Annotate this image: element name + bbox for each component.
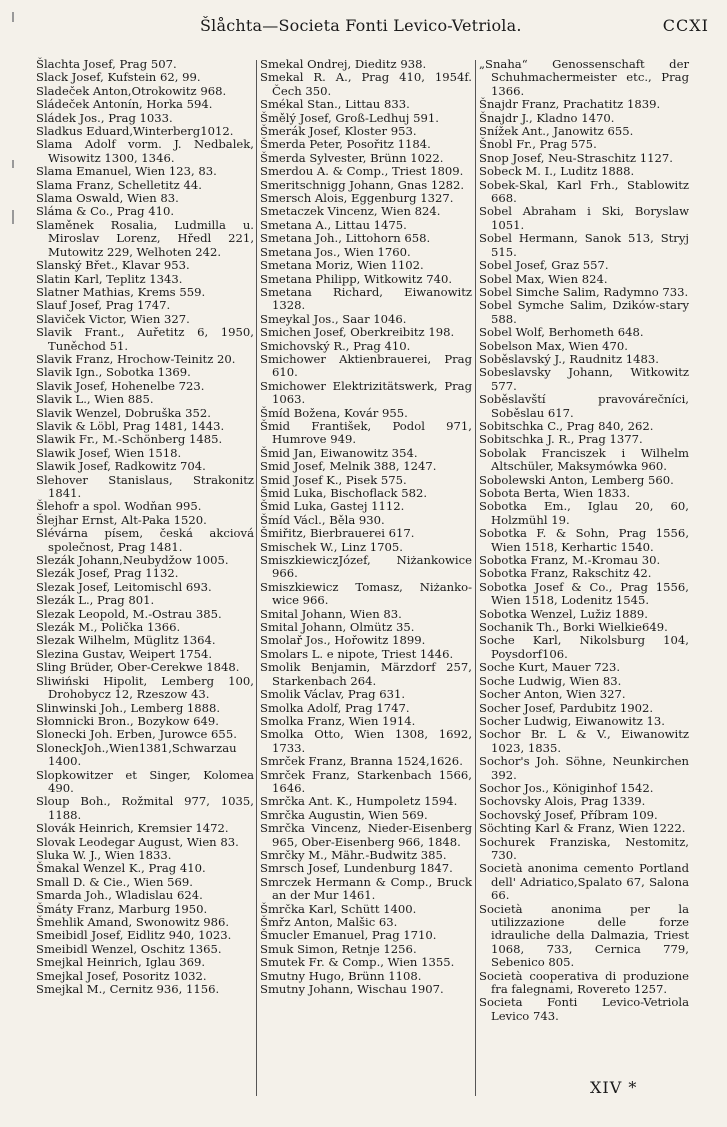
directory-entry: Soche Kurt, Mauer 723. bbox=[479, 660, 621, 675]
directory-entry: Slezina Gustav, Weipert 1754. bbox=[36, 646, 213, 661]
directory-entry: Slama Emanuel, Wien 123, 83. bbox=[36, 164, 217, 179]
directory-entry: Slama Adolf vorm. J. Nedbalek, Wisowitz 1300, 1346. bbox=[36, 137, 254, 165]
directory-entry: Šmid Jan, Eiwanowitz 354. bbox=[260, 445, 418, 460]
directory-entry: Slawik Josef, Wien 1518. bbox=[36, 445, 182, 460]
directory-entry: Soche Karl, Nikolsburg 104, Poysdorf106. bbox=[479, 633, 689, 661]
directory-entry: Sladeček Anton,Otrokowitz 968. bbox=[36, 83, 227, 98]
directory-entry: Sobel Symche Salim, Dzików-stary 588. bbox=[479, 298, 689, 326]
directory-entry: Söchting Karl & Franz, Wien 1222. bbox=[479, 821, 686, 836]
directory-column-3 bbox=[479, 58, 689, 1023]
directory-entry: Smichen Josef, Oberkreibitz 198. bbox=[260, 325, 455, 340]
directory-entry: Smetana Philipp, Witkowitz 740. bbox=[260, 271, 453, 286]
directory-entry: Šmid Luka, Bischoflack 582. bbox=[260, 486, 428, 500]
directory-entry: Slaměnek Rosalia, Ludmilla u. Miroslav Lorenz, Hředl 221, Mutowitz 229, Welhoten 242. bbox=[36, 217, 254, 259]
directory-entry: Smrček Franz, Branna 1524,1626. bbox=[260, 754, 463, 769]
directory-entry: Sobel Simche Salim, Radymno 733. bbox=[479, 284, 689, 299]
directory-entry: Šmrčka Karl, Schütt 1400. bbox=[260, 901, 417, 916]
directory-entry: Sobolak Franciszek i Wilhelm Altschüler, Maksymówka 960. bbox=[479, 445, 689, 474]
directory-entry: Šmíd Božena, Kovár 955. bbox=[260, 405, 408, 420]
page-title: Šlåchta—Societa Fonti Levico-Vetriola. bbox=[200, 16, 522, 35]
directory-entry: Sobel Max, Wien 824. bbox=[479, 271, 608, 286]
signature-mark: XIV * bbox=[590, 1078, 638, 1097]
directory-entry: Smid Josef K., Pisek 575. bbox=[260, 472, 407, 487]
directory-entry: Sliwiński Hipolit, Lemberg 100, Drohobycz 12, Rzeszow 43. bbox=[36, 673, 254, 702]
directory-entry: Sochovský Josef, Příbram 109. bbox=[479, 807, 658, 822]
directory-entry: Sloup Boh., Rožmital 977, 1035, 1188. bbox=[36, 794, 254, 822]
directory-entry: Smrčka Augustin, Wien 569. bbox=[260, 807, 428, 822]
directory-entry: Slezák Johann,Neubydžow 1005. bbox=[36, 553, 229, 568]
directory-entry: Smejkal M., Cernitz 936, 1156. bbox=[36, 982, 220, 997]
directory-entry: Šmáty Franz, Marburg 1950. bbox=[36, 901, 208, 916]
directory-entry: Sochor's Joh. Söhne, Neunkirchen 392. bbox=[479, 754, 689, 782]
directory-entry: Smekal R. A., Prag 410, 1954f. Čech 350. bbox=[260, 70, 472, 98]
directory-entry: Sobitschka C., Prag 840, 262. bbox=[479, 418, 654, 433]
directory-entry: Slezák L., Prag 801. bbox=[36, 593, 155, 608]
directory-entry: Società anonima cemento Portland dell' Adriatico,Spalato 67, Salona 66. bbox=[479, 861, 689, 903]
directory-entry: Šlachta Josef, Prag 507. bbox=[36, 57, 177, 71]
directory-entry: Smetana A., Littau 1475. bbox=[260, 217, 407, 232]
directory-entry: Slavik Franz, Hrochow-Teinitz 20. bbox=[36, 351, 236, 366]
directory-entry: Slama Oswald, Wien 83. bbox=[36, 191, 179, 206]
directory-entry: Šmucler Emanuel, Prag 1710. bbox=[260, 928, 437, 943]
directory-entry: Smital Johann, Olmütz 35. bbox=[260, 620, 415, 635]
directory-entry: Slavik & Löbl, Prag 1481, 1443. bbox=[36, 418, 225, 433]
directory-entry: Slavik Wenzel, Dobruška 352. bbox=[36, 405, 211, 420]
directory-entry: Smutny Johann, Wischau 1907. bbox=[260, 982, 444, 997]
directory-entry: Smetaczek Vincenz, Wien 824. bbox=[260, 204, 441, 219]
directory-entry: Šnajdr Franz, Prachatitz 1839. bbox=[479, 97, 661, 112]
directory-entry: Slezak Wilhelm, Müglitz 1364. bbox=[36, 633, 216, 648]
directory-entry: Slauf Josef, Prag 1747. bbox=[36, 298, 171, 313]
directory-entry: Smid Josef, Melnik 388, 1247. bbox=[260, 459, 437, 474]
directory-entry: Sobitschka J. R., Prag 1377. bbox=[479, 432, 643, 447]
directory-entry: Slopkowitzer et Singer, Kolomea 490. bbox=[36, 767, 254, 795]
directory-entry: Šmid Luka, Gastej 1112. bbox=[260, 499, 405, 514]
directory-entry: Šmřz Anton, Malšic 63. bbox=[260, 915, 398, 929]
directory-entry: Slavik Frant., Auřetitz 6, 1950, Tuněchod 51. bbox=[36, 325, 254, 353]
directory-entry: Smolka Franz, Wien 1914. bbox=[260, 713, 416, 728]
directory-entry: Slatin Karl, Teplitz 1343. bbox=[36, 271, 183, 286]
directory-entry: Socher Anton, Wien 327. bbox=[479, 687, 626, 702]
directory-entry: Sobelson Max, Wien 470. bbox=[479, 338, 628, 353]
directory-entry: Sobek-Skal, Karl Frh., Stablowitz 668. bbox=[479, 177, 689, 206]
directory-entry: Smutek Fr. & Comp., Wien 1355. bbox=[260, 955, 455, 970]
directory-entry: Smolik Benjamin, Märzdorf 257, Starkenbach 264. bbox=[260, 660, 472, 688]
directory-entry: Slezak Leopold, M.-Ostrau 385. bbox=[36, 606, 222, 621]
directory-entry: Slezák M., Polička 1366. bbox=[36, 620, 181, 635]
directory-entry: Slinwinski Joh., Lemberg 1888. bbox=[36, 700, 221, 715]
directory-entry: Słomnicki Bron., Bozykow 649. bbox=[36, 713, 219, 728]
directory-entry: Smeibidl Josef, Eidlitz 940, 1023. bbox=[36, 928, 232, 943]
directory-entry: Società anonima per la utilizzazione delle forze idrauliche della Dalmazia, Triest 1068, 733, Cernica 779, Sebenico 805. bbox=[479, 901, 689, 970]
directory-entry: Slezak Josef, Leitomischl 693. bbox=[36, 579, 212, 594]
directory-entry: SmiszkiewiczJózef, Niżankowice 966. bbox=[260, 553, 472, 581]
directory-entry: Smolars L. e nipote, Triest 1446. bbox=[260, 646, 454, 661]
directory-entry: Šnobl Fr., Prag 575. bbox=[479, 137, 597, 152]
directory-entry: Slama Franz, Schelletitz 44. bbox=[36, 177, 202, 192]
page-number: CCXI bbox=[662, 16, 709, 35]
directory-entry: Smutny Hugo, Brünn 1108. bbox=[260, 968, 422, 983]
column-divider bbox=[475, 60, 476, 1096]
directory-entry: Sobel Josef, Graz 557. bbox=[479, 258, 609, 273]
directory-entry: SloneckJoh.,Wien1381,Schwarzau 1400. bbox=[36, 740, 237, 769]
directory-entry: Sluka W. J., Wien 1833. bbox=[36, 847, 172, 862]
directory-entry: Sláma & Co., Prag 410. bbox=[36, 204, 175, 219]
directory-entry: Sobotka Franz, Rakschitz 42. bbox=[479, 566, 652, 581]
directory-entry: Smeritschnigg Johann, Gnas 1282. bbox=[260, 177, 465, 192]
directory-entry: Smejkal Heinrich, Iglau 369. bbox=[36, 955, 206, 970]
directory-entry: Società cooperativa di produzione fra falegnami, Rovereto 1257. bbox=[479, 968, 689, 997]
directory-entry: Smrczek Hermann & Comp., Bruck an der Mur 1461. bbox=[260, 874, 472, 903]
directory-entry: Šlejhar Ernst, Alt-Paka 1520. bbox=[36, 512, 207, 527]
directory-entry: „Snaha“ Genossenschaft der Schuhmachermeister etc., Prag 1366. bbox=[479, 57, 689, 98]
directory-entry: Smrsch Josef, Lundenburg 1847. bbox=[260, 861, 453, 876]
directory-entry: Societa Fonti Levico-Vetriola Levico 743. bbox=[479, 995, 689, 1023]
directory-entry: Sobotka Em., Iglau 20, 60, Holzmühl 19. bbox=[479, 499, 689, 527]
directory-entry: Sobel Hermann, Sanok 513, Stryj 515. bbox=[479, 231, 689, 259]
directory-entry: Smolař Jos., Hořowitz 1899. bbox=[260, 633, 426, 648]
directory-entry: Slanský Břet., Klavar 953. bbox=[36, 258, 190, 273]
directory-entry: Soche Ludwig, Wien 83. bbox=[479, 673, 622, 688]
directory-entry: Sling Brüder, Ober-Cerekwe 1848. bbox=[36, 660, 240, 675]
directory-entry: Slezák Josef, Prag 1132. bbox=[36, 566, 179, 581]
directory-entry: Sochanik Th., Borki Wielkie649. bbox=[479, 620, 668, 635]
directory-entry: Sochor Jos., Königinhof 1542. bbox=[479, 780, 654, 795]
directory-entry: Šnajdr J., Kladno 1470. bbox=[479, 110, 615, 125]
directory-entry: Sobotka Wenzel, Lužiz 1889. bbox=[479, 606, 648, 621]
directory-entry: Sládeček Antonín, Horka 594. bbox=[36, 97, 213, 112]
directory-entry: Smeibidl Wenzel, Oschitz 1365. bbox=[36, 941, 222, 956]
directory-entry: Slawik Fr., M.-Schönberg 1485. bbox=[36, 432, 223, 447]
directory-entry: Slawik Josef, Radkowitz 704. bbox=[36, 459, 206, 474]
directory-entry: Sobeslavsky Johann, Witkowitz 577. bbox=[479, 365, 689, 393]
directory-entry: Smerdou A. & Comp., Triest 1809. bbox=[260, 164, 464, 179]
directory-entry: Sobotka Josef & Co., Prag 1556, Wien 1518, Lodenitz 1545. bbox=[479, 579, 689, 608]
directory-entry: Snop Josef, Neu-Straschitz 1127. bbox=[479, 150, 673, 165]
directory-entry: Slévárna písem, česká akciová společnost, Prag 1481. bbox=[36, 526, 254, 554]
directory-entry: Smetana Jos., Wien 1760. bbox=[260, 244, 411, 259]
directory-entry: Smetana Moriz, Wien 1102. bbox=[260, 258, 424, 273]
directory-entry: Smiszkiewicz Tomasz, Niżanko-wice 966. bbox=[260, 579, 472, 608]
directory-entry: Smetana Joh., Littohorn 658. bbox=[260, 231, 431, 246]
directory-entry: Šmělý Josef, Groß-Ledhuj 591. bbox=[260, 110, 439, 125]
directory-entry: Slaviček Victor, Wien 327. bbox=[36, 311, 190, 326]
directory-entry: Smolka Adolf, Prag 1747. bbox=[260, 700, 410, 715]
directory-entry: Šmid František, Podol 971, Humrove 949. bbox=[260, 418, 472, 447]
directory-entry: Slehover Stanislaus, Strakonitz 1841. bbox=[36, 472, 254, 500]
directory-entry: Šmakal Wenzel K., Prag 410. bbox=[36, 861, 206, 876]
directory-entry: Slavik Ign., Sobotka 1369. bbox=[36, 365, 191, 380]
directory-entry: Socher Josef, Pardubitz 1902. bbox=[479, 700, 654, 715]
directory-column-2 bbox=[260, 58, 472, 996]
directory-entry: Sobel Wolf, Berhometh 648. bbox=[479, 325, 644, 340]
directory-entry: Smischek W., Linz 1705. bbox=[260, 539, 403, 554]
directory-entry: Smolik Václav, Prag 631. bbox=[260, 687, 406, 702]
directory-entry: Smarda Joh., Wladislau 624. bbox=[36, 888, 203, 903]
directory-entry: Small D. & Cie., Wien 569. bbox=[36, 874, 193, 889]
directory-entry: Šmíd Václ., Běla 930. bbox=[260, 512, 385, 527]
directory-entry: Šmerda Peter, Posořitz 1184. bbox=[260, 137, 431, 152]
margin-mark bbox=[12, 160, 14, 168]
directory-entry: Sobolewski Anton, Lemberg 560. bbox=[479, 472, 674, 487]
directory-entry: Sladkus Eduard,Winterberg1012. bbox=[36, 124, 234, 139]
directory-entry: Šmerda Sylvester, Brünn 1022. bbox=[260, 150, 444, 165]
directory-entry: Smichovský R., Prag 410. bbox=[260, 338, 411, 353]
directory-entry: Smolka Otto, Wien 1308, 1692, 1733. bbox=[260, 727, 472, 755]
directory-entry: Sobel Abraham i Ski, Boryslaw 1051. bbox=[479, 204, 689, 232]
directory-entry: Sochovsky Alois, Prag 1339. bbox=[479, 794, 646, 809]
directory-entry: Sobeck M. I., Luditz 1888. bbox=[479, 164, 635, 179]
directory-entry: Sochurek Franziska, Nestomitz, 730. bbox=[479, 834, 689, 862]
directory-entry: Sobota Berta, Wien 1833. bbox=[479, 486, 631, 500]
directory-entry: Smichower Aktienbrauerei, Prag 610. bbox=[260, 351, 472, 380]
directory-entry: Sochor Br. L & V., Eiwanowitz 1023, 1835. bbox=[479, 727, 689, 755]
directory-entry: Slatner Mathias, Krems 559. bbox=[36, 284, 206, 299]
directory-entry: Šmiřitz, Bierbrauerei 617. bbox=[260, 526, 415, 541]
directory-entry: Smrček Franz, Starkenbach 1566, 1646. bbox=[260, 767, 472, 795]
column-divider bbox=[256, 60, 257, 1096]
directory-entry: Smersch Alois, Eggenburg 1327. bbox=[260, 191, 454, 206]
directory-entry: Smékal Stan., Littau 833. bbox=[260, 97, 410, 112]
directory-entry: Sobotka F. & Sohn, Prag 1556, Wien 1518, Kerhartic 1540. bbox=[479, 526, 689, 554]
directory-entry: Slovák Heinrich, Kremsier 1472. bbox=[36, 821, 229, 836]
directory-entry: Smital Johann, Wien 83. bbox=[260, 606, 402, 621]
directory-entry: Smekal Ondrej, Dieditz 938. bbox=[260, 57, 427, 71]
page-header bbox=[0, 10, 727, 44]
directory-entry: Slack Josef, Kufstein 62, 99. bbox=[36, 70, 201, 85]
directory-entry: Slonecki Joh. Erben, Jurowce 655. bbox=[36, 727, 237, 742]
directory-entry: Šlehofr a spol. Wodňan 995. bbox=[36, 499, 202, 514]
directory-entry: Smuk Simon, Retnje 1256. bbox=[260, 941, 417, 956]
directory-entry: Smetana Richard, Eiwanowitz 1328. bbox=[260, 284, 472, 313]
directory-entry: Slavik L., Wien 885. bbox=[36, 392, 154, 407]
directory-entry: Sobotka Franz, M.-Kromau 30. bbox=[479, 553, 661, 568]
directory-entry: Socher Ludwig, Eiwanowitz 13. bbox=[479, 713, 665, 728]
directory-entry: Soběslavští pravovárečníci, Soběslau 617. bbox=[479, 392, 689, 420]
directory-entry: Smrčka Vincenz, Nieder-Eisenberg 965, Ober-Eisenberg 966, 1848. bbox=[260, 821, 472, 849]
directory-entry: Sládek Jos., Prag 1033. bbox=[36, 110, 173, 125]
directory-entry: Smrčka Ant. K., Humpoletz 1594. bbox=[260, 794, 458, 809]
directory-entry: Slavik Josef, Hohenelbe 723. bbox=[36, 378, 205, 393]
directory-entry: Soběslavský J., Raudnitz 1483. bbox=[479, 351, 659, 366]
margin-mark bbox=[12, 210, 14, 224]
directory-entry: Smejkal Josef, Posoritz 1032. bbox=[36, 968, 207, 983]
directory-entry: Snížek Ant., Janowitz 655. bbox=[479, 124, 634, 139]
directory-entry: Smrčky M., Mähr.-Budwitz 385. bbox=[260, 847, 447, 862]
directory-entry: Smeykal Jos., Saar 1046. bbox=[260, 311, 407, 326]
directory-entry: Šmerák Josef, Kloster 953. bbox=[260, 124, 417, 139]
directory-entry: Šmehlik Amand, Swonowitz 986. bbox=[36, 915, 230, 929]
directory-column-1 bbox=[36, 58, 254, 996]
directory-entry: Smichower Elektrizitätswerk, Prag 1063. bbox=[260, 378, 472, 407]
directory-entry: Slovak Leodegar August, Wien 83. bbox=[36, 834, 239, 849]
